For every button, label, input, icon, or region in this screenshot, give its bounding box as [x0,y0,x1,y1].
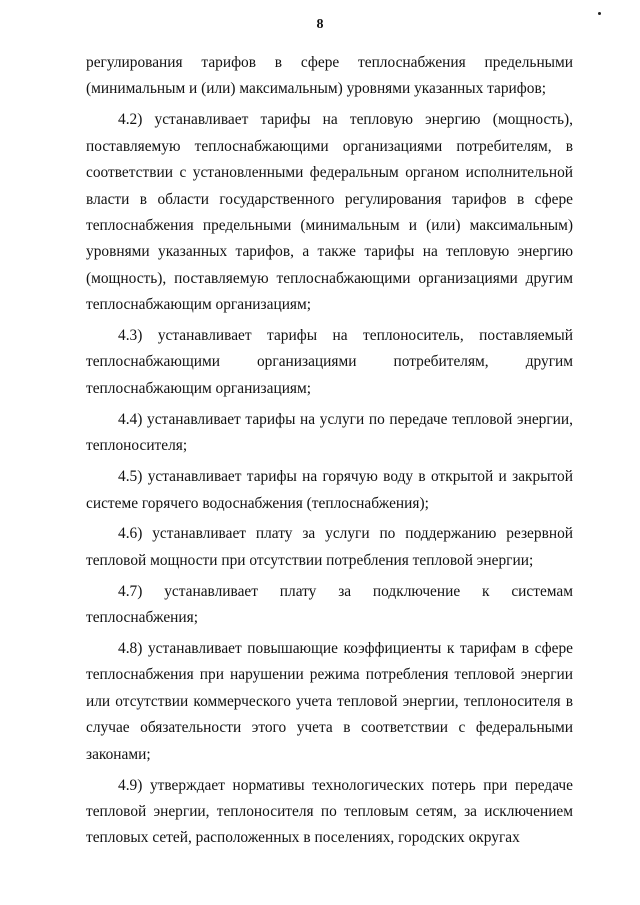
paragraph-4-7: 4.7) устанавливает плату за подключение к системам теплоснабжения; [86,582,573,627]
paragraph-continuation: регулирования тарифов в сфере теплоснабжения предельными (минимальным и (или) максимальным) уровнями указанных тарифов; [86,54,573,98]
paragraph-4-9: 4.9) утверждает нормативы технологических потерь при передаче тепловой энергии, теплоносителя по тепловым сетям, за исключением тепловых сетей, расположенных в поселениях, городских округах [86,776,573,847]
paragraph-4-6: 4.6) устанавливает плату за услуги по поддержанию резервной тепловой мощности при отсутствии потребления тепловой энергии; [86,525,573,569]
paragraph-4-2: 4.2) устанавливает тарифы на тепловую энергию (мощность), поставляемую теплоснабжающими организациями потребителям, в соответствии с установленными федеральным органом исполнительной власти в области государственного регулирования тарифов в сфере теплоснабжения предельными (минимальным и (или) максимальным) уровнями указанных тарифов, а также тарифы на тепловую энергию (мощность), поставляемую теплоснабжающими организациями другим теплоснабжающим организациям; [86,111,573,314]
paragraph-4-4: 4.4) устанавливает тарифы на услуги по передаче тепловой энергии, теплоносителя; [86,410,573,455]
scan-artifact-dot [598,12,601,15]
paragraph-4-5: 4.5) устанавливает тарифы на горячую воду в открытой и закрытой системе горячего водоснабжения (теплоснабжения); [86,468,573,512]
paragraph-4-8: 4.8) устанавливает повышающие коэффициенты к тарифам в сфере теплоснабжения при нарушении режима потребления тепловой энергии или отсутствии коммерческого учета тепловой энергии, теплоносителя в случае обязательности этого учета в соответствии с федеральными законами; [86,640,573,763]
page-number: 8 [316,17,324,32]
document-body [86,50,573,856]
paragraph-4-3: 4.3) устанавливает тарифы на теплоноситель, поставляемый теплоснабжающими организациями потребителям, другим теплоснабжающим организациям; [86,327,573,397]
